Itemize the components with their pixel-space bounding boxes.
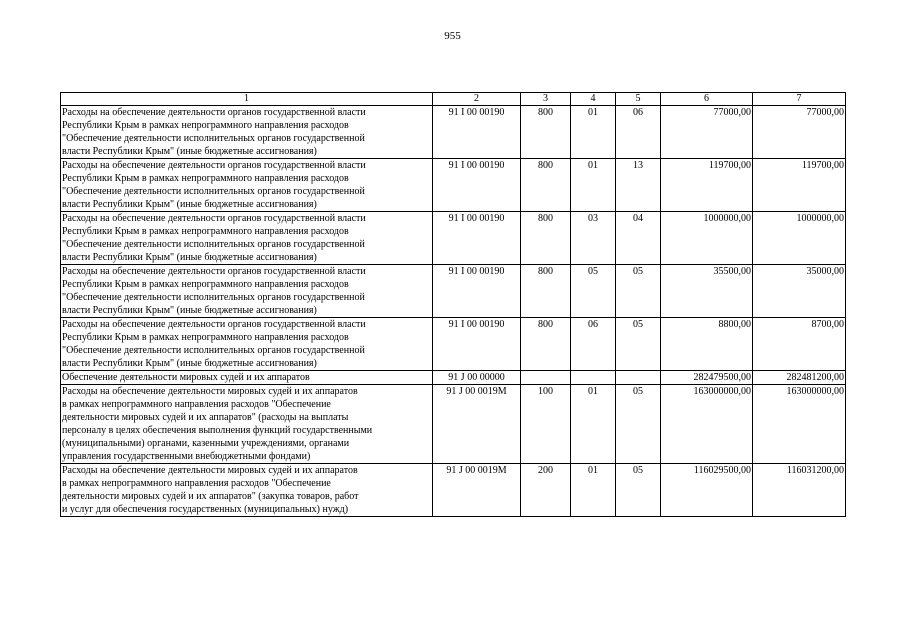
row-col6-amount: 116029500,00 [661,464,753,517]
row-col3: 800 [521,159,571,212]
table-row [61,464,846,517]
row-col3: 800 [521,318,571,371]
row-code: 91 J 00 00000 [433,371,521,385]
column-header: 5 [616,93,661,106]
column-header: 3 [521,93,571,106]
row-col6-amount: 282479500,00 [661,371,753,385]
row-col7-amount: 163000000,00 [753,385,846,464]
table-row [61,318,846,371]
row-code: 91 J 00 0019M [433,464,521,517]
row-col5: 13 [616,159,661,212]
row-description: Расходы на обеспечение деятельности мировых судей и их аппаратов в рамках непрограммного направления расходов "Обеспечение деятельности мировых судей и их аппаратов" (закупка товаров, работ и услуг для обеспечения государственных (муниципальных) нужд) [61,464,433,517]
column-header: 1 [61,93,433,106]
row-col4: 01 [571,106,616,159]
row-description: Расходы на обеспечение деятельности органов государственной власти Республики Крым в рамках непрограммного направления расходов "Обеспечение деятельности исполнительных органов государственной власти Республики Крым" (иные бюджетные ассигнования) [61,318,433,371]
row-col5: 06 [616,106,661,159]
row-col4 [571,371,616,385]
budget-table [60,92,846,517]
row-col6-amount: 119700,00 [661,159,753,212]
row-col7-amount: 119700,00 [753,159,846,212]
row-col7-amount: 35000,00 [753,265,846,318]
table-row [61,159,846,212]
row-description: Расходы на обеспечение деятельности мировых судей и их аппаратов в рамках непрограммного направления расходов "Обеспечение деятельности мировых судей и их аппаратов" (расходы на выплаты персоналу в целях обеспечения выполнения функций государственными (муниципальными) органами, казенными учреждениями, органами управления государственными внебюджетными фондами) [61,385,433,464]
column-header: 2 [433,93,521,106]
row-col4: 03 [571,212,616,265]
row-col5: 05 [616,464,661,517]
row-col4: 01 [571,464,616,517]
row-col5: 04 [616,212,661,265]
row-col4: 05 [571,265,616,318]
row-col7-amount: 77000,00 [753,106,846,159]
row-code: 91 I 00 00190 [433,318,521,371]
row-col4: 06 [571,318,616,371]
table-row-section [61,371,846,385]
row-col3: 100 [521,385,571,464]
row-col3 [521,371,571,385]
row-col6-amount: 163000000,00 [661,385,753,464]
row-col7-amount: 282481200,00 [753,371,846,385]
row-code: 91 J 00 0019M [433,385,521,464]
table-row [61,385,846,464]
row-code: 91 I 00 00190 [433,106,521,159]
column-header: 4 [571,93,616,106]
row-description: Расходы на обеспечение деятельности органов государственной власти Республики Крым в рамках непрограммного направления расходов "Обеспечение деятельности исполнительных органов государственной власти Республики Крым" (иные бюджетные ассигнования) [61,265,433,318]
row-col6-amount: 1000000,00 [661,212,753,265]
row-code: 91 I 00 00190 [433,265,521,318]
row-col7-amount: 1000000,00 [753,212,846,265]
row-col3: 800 [521,265,571,318]
row-col4: 01 [571,159,616,212]
row-description: Расходы на обеспечение деятельности органов государственной власти Республики Крым в рамках непрограммного направления расходов "Обеспечение деятельности исполнительных органов государственной власти Республики Крым" (иные бюджетные ассигнования) [61,106,433,159]
column-header: 7 [753,93,846,106]
table-row [61,106,846,159]
row-description: Расходы на обеспечение деятельности органов государственной власти Республики Крым в рамках непрограммного направления расходов "Обеспечение деятельности исполнительных органов государственной власти Республики Крым" (иные бюджетные ассигнования) [61,212,433,265]
row-code: 91 I 00 00190 [433,159,521,212]
row-col5: 05 [616,318,661,371]
row-col6-amount: 8800,00 [661,318,753,371]
row-col3: 200 [521,464,571,517]
row-col3: 800 [521,212,571,265]
row-col7-amount: 8700,00 [753,318,846,371]
table-row [61,212,846,265]
row-col4: 01 [571,385,616,464]
row-description: Обеспечение деятельности мировых судей и их аппаратов [61,371,433,385]
row-description: Расходы на обеспечение деятельности органов государственной власти Республики Крым в рамках непрограммного направления расходов "Обеспечение деятельности исполнительных органов государственной власти Республики Крым" (иные бюджетные ассигнования) [61,159,433,212]
row-col5: 05 [616,385,661,464]
row-col5: 05 [616,265,661,318]
row-col6-amount: 77000,00 [661,106,753,159]
row-col5 [616,371,661,385]
column-header: 6 [661,93,753,106]
table-row [61,265,846,318]
page-number: 955 [444,30,461,42]
row-col6-amount: 35500,00 [661,265,753,318]
row-col7-amount: 116031200,00 [753,464,846,517]
row-col3: 800 [521,106,571,159]
table-header-row [61,93,846,106]
row-code: 91 I 00 00190 [433,212,521,265]
